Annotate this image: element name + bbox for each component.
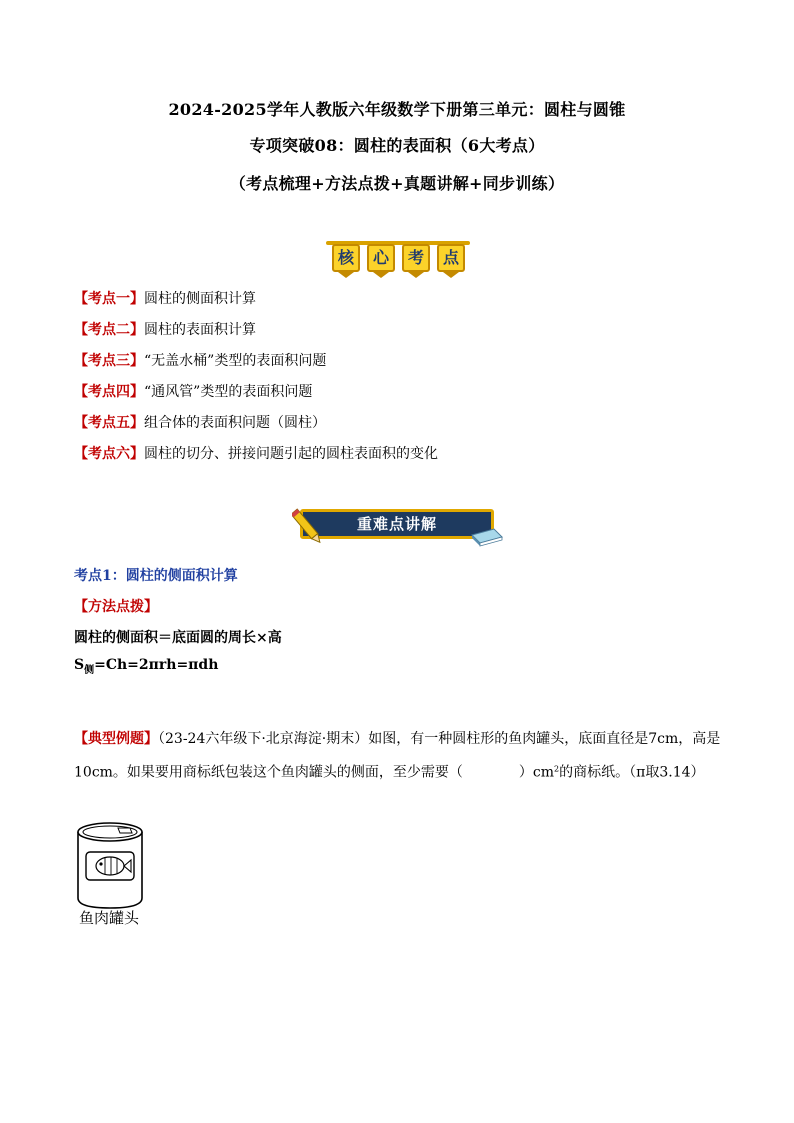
- kp-tag: 【考点三】: [74, 353, 144, 369]
- knowledge-point-list: [74, 289, 438, 475]
- list-item: [74, 320, 438, 351]
- formula-s: S: [74, 657, 85, 673]
- formula-words: 圆柱的侧面积＝底面圆的周长×高: [74, 630, 282, 646]
- pencil-icon: [292, 505, 322, 549]
- list-item: [74, 413, 438, 444]
- banner-char: 考: [402, 244, 430, 272]
- list-item: [74, 289, 438, 320]
- method-tag: 【方法点拨】: [74, 599, 158, 615]
- document-title: 2024-2025学年人教版六年级数学下册第三单元：圆柱与圆锥: [168, 100, 626, 119]
- formula-rest: =Ch=2πrh=πdh: [94, 657, 219, 673]
- book-icon: [470, 525, 504, 547]
- kp-text: 圆柱的表面积计算: [144, 322, 256, 338]
- image-caption: 鱼肉罐头: [79, 909, 140, 927]
- kp-text: 圆柱的侧面积计算: [144, 291, 256, 307]
- example-text: （23-24六年级下·北京海淀·期末）如图，有一种圆柱形的鱼肉罐头，底面直径是7cm，高是10cm。如果要用商标纸包装这个鱼肉罐头的侧面，至少需要（ ）cm: [74, 731, 721, 781]
- formula-symbolic: [74, 657, 218, 676]
- kp-tag: 【考点一】: [74, 291, 144, 307]
- example-problem: [74, 724, 724, 788]
- document-subtitle: 专项突破08：圆柱的表面积（6大考点）: [249, 136, 545, 155]
- banner-char: 心: [367, 244, 395, 272]
- kp-tag: 【考点二】: [74, 322, 144, 338]
- key-points-banner: [292, 505, 504, 549]
- list-item: [74, 382, 438, 413]
- list-item: [74, 444, 438, 475]
- kp-text: 组合体的表面积问题（圆柱）: [144, 415, 326, 431]
- formula-sub: 侧: [84, 664, 95, 676]
- banner-char: 点: [437, 244, 465, 272]
- kp-tag: 【考点六】: [74, 446, 144, 462]
- document-subtitle-note: （考点梳理+方法点拨+真题讲解+同步训练）: [229, 174, 565, 193]
- kp-text: “无盖水桶”类型的表面积问题: [144, 353, 327, 369]
- kp-text: “通风管”类型的表面积问题: [144, 384, 313, 400]
- banner-char: 核: [332, 244, 360, 272]
- kp-tag: 【考点五】: [74, 415, 144, 431]
- kp-text: 圆柱的切分、拼接问题引起的圆柱表面积的变化: [144, 446, 438, 462]
- example-text-end: 的商标纸。（π取3.14）: [559, 764, 705, 781]
- banner-label: 重难点讲解: [300, 509, 494, 539]
- kp-tag: 【考点四】: [74, 384, 144, 400]
- list-item: [74, 351, 438, 382]
- section-title: 考点1：圆柱的侧面积计算: [74, 568, 238, 584]
- core-points-banner: [326, 236, 470, 278]
- fish-can-icon: [74, 820, 146, 910]
- example-tag: 【典型例题】: [74, 731, 158, 747]
- unit-superscript: 2: [554, 764, 560, 773]
